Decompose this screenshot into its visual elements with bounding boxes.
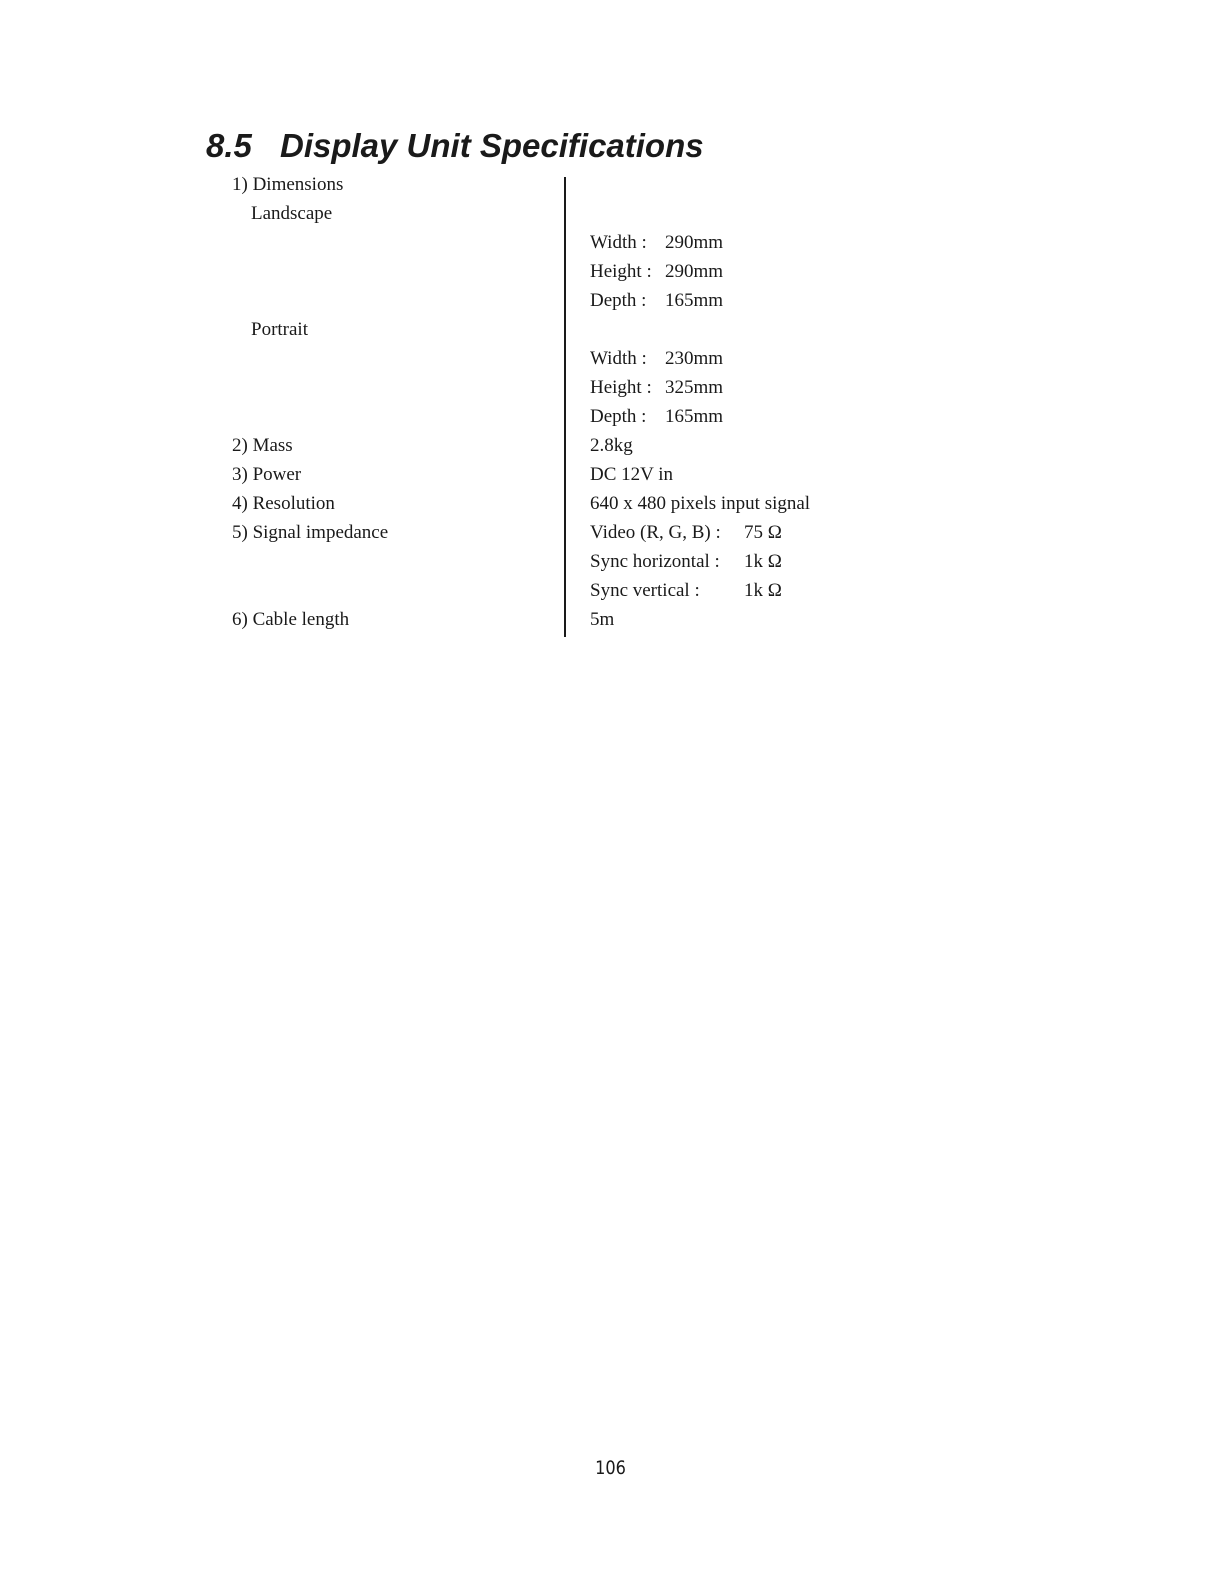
column-divider <box>564 177 566 637</box>
spec-value: 1k Ω <box>744 551 782 572</box>
page-number: 106 <box>595 1457 626 1479</box>
power-value: DC 12V in <box>590 464 674 485</box>
section-heading <box>206 124 704 168</box>
spec-key: Sync horizontal : <box>590 551 720 572</box>
spec-value: 75 Ω <box>744 522 782 543</box>
portrait-width <box>590 344 723 373</box>
spec-key: Depth : <box>590 290 647 311</box>
landscape-label: Landscape <box>251 203 333 224</box>
signal-impedance-label: 5) Signal impedance <box>232 522 389 543</box>
spec-key: Sync vertical : <box>590 580 700 601</box>
spec-key: Depth : <box>590 406 647 427</box>
spec-value: 325mm <box>665 377 724 398</box>
cable-length-value: 5m <box>590 609 615 630</box>
portrait-depth <box>590 402 723 431</box>
section-number: 8.5 <box>206 127 252 164</box>
spec-key: Height : <box>590 377 652 398</box>
spec-value: 290mm <box>665 261 724 282</box>
mass-label: 2) Mass <box>232 435 293 456</box>
spec-key: Video (R, G, B) : <box>590 522 721 543</box>
spec-key: Width : <box>590 232 647 253</box>
spec-value: 165mm <box>665 406 724 427</box>
spec-key: Width : <box>590 348 647 369</box>
spec-value: 165mm <box>665 290 724 311</box>
spec-key: Height : <box>590 261 652 282</box>
landscape-depth <box>590 286 723 315</box>
cable-length-label: 6) Cable length <box>232 609 350 630</box>
portrait-height <box>590 373 723 402</box>
dimensions-label: 1) Dimensions <box>232 174 344 195</box>
section-title: Display Unit Specifications <box>280 127 704 164</box>
spec-value: 1k Ω <box>744 580 782 601</box>
video-impedance <box>590 518 782 547</box>
mass-value: 2.8kg <box>590 435 633 456</box>
landscape-height <box>590 257 723 286</box>
landscape-width <box>590 228 723 257</box>
resolution-value: 640 x 480 pixels input signal <box>590 493 811 514</box>
power-label: 3) Power <box>232 464 302 485</box>
resolution-label: 4) Resolution <box>232 493 335 514</box>
spec-value: 230mm <box>665 348 724 369</box>
sync-vertical-impedance <box>590 576 782 605</box>
spec-value: 290mm <box>665 232 724 253</box>
sync-horizontal-impedance <box>590 547 782 576</box>
portrait-label: Portrait <box>251 319 308 340</box>
